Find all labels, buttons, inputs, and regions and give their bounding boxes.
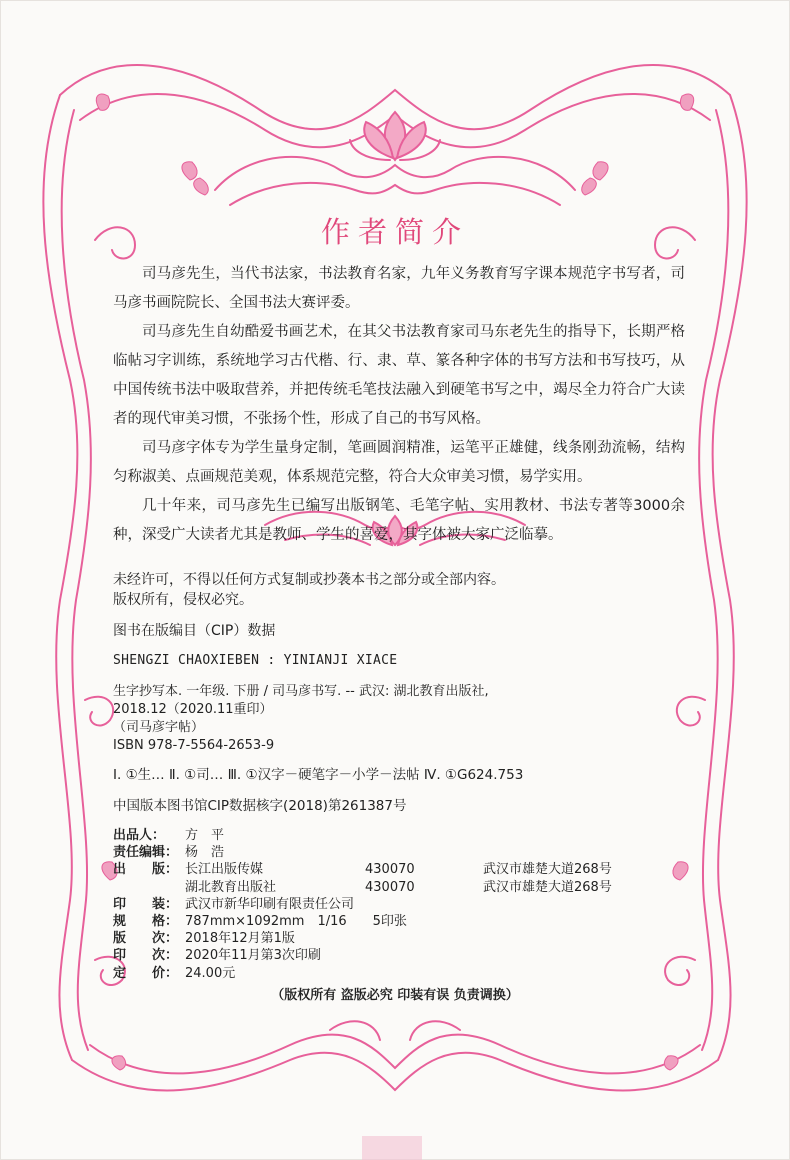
credit-value: 787mm×1092mm 1/16 5印张 [185,913,407,929]
cip-verification: 中国版本图书馆CIP数据核字(2018)第261387号 [113,798,407,814]
cip-pinyin-title: SHENGZI CHAOXIEBEN : YINIANJI XIACE [113,653,398,668]
credit-value: 武汉市新华印刷有限责任公司 [185,896,355,912]
credit-value: 2018年12月第1版 [185,931,295,947]
bio-paragraph: 几十年来，司马彦先生已编写出版钢笔、毛笔字帖、实用教材、书法专著等3000余种，深受广大读者尤其是教师、学生的喜爱，其字体被大家广泛临摹。 [113,498,685,543]
credit-value: 24.00元 [185,965,236,981]
credit-label: 规 格： [113,913,179,929]
credit-label: 出品人： [113,828,166,843]
bio-paragraph: 司马彦先生，当代书法家，书法教育名家，九年义务教育写字课本规范字书写者，司马彦书画院院长、全国书法大赛评委。 [113,266,685,311]
page-edge-tab [362,1136,422,1160]
credit-label: 出 版： [113,862,179,878]
credit-value: 2020年11月第3次印刷 [185,948,321,964]
publisher-zip: 430070 [365,879,415,895]
credit-label: 印 装： [113,896,179,912]
publisher-name: 长江出版传媒 [185,862,264,878]
copyright-line: 未经许可，不得以任何方式复制或抄袭本书之部分或全部内容。 [113,572,505,588]
copyright-notice [113,570,673,610]
bio-paragraph: 司马彦字体专为学生量身定制，笔画圆润精准，运笔平正雄健，线条刚劲流畅，结构匀称淑美、点画规范美观，体系规范完整，符合大众审美习惯，易学实用。 [113,440,685,485]
cip-line: 2018.12（2020.11重印） [113,702,273,717]
publisher-name: 湖北教育出版社 [185,879,277,895]
publisher-address: 武汉市雄楚大道268号 [483,879,612,895]
cip-line: （司马彦字帖） [113,720,205,735]
copyright-line: 版权所有，侵权必究。 [113,592,253,608]
cip-line: 生字抄写本. 一年级. 下册 / 司马彦书写. -- 武汉: 湖北教育出版社, [113,684,489,699]
author-bio [113,260,685,550]
credit-label: 定 价： [113,965,179,981]
cip-classification: Ⅰ. ①生… Ⅱ. ①司… Ⅲ. ①汉字－硬笔字－小学－法帖 Ⅳ. ①G624.753 [113,767,524,783]
cip-line: ISBN 978-7-5564-2653-9 [113,738,275,753]
credit-label: 版 次： [113,931,179,947]
page-title: 作者简介 [320,215,469,249]
publisher-address: 武汉市雄楚大道268号 [483,862,612,878]
credit-value: 方 平 [185,828,225,843]
credit-label: 印 次： [113,948,179,964]
credit-label: 责任编辑： [113,845,179,861]
bio-paragraph: 司马彦先生自幼酷爱书画艺术，在其父书法教育家司马东老先生的指导下，长期严格临帖习字训练，系统地学习古代楷、行、隶、草、篆各种字体的书写方法和书写技巧，从中国传统书法中吸取营养，并把传统毛笔技法融入到硬笔书写之中，竭尽全力符合广大读者的现代审美习惯，不张扬个性，形成了自己的书写风格。 [113,324,685,427]
cip-record [113,683,489,755]
credit-value: 杨 浩 [185,845,225,861]
rights-footer: （版权所有 盗版必究 印装有误 负责调换） [271,988,519,1003]
cip-heading: 图书在版编目（CIP）数据 [113,623,276,639]
publisher-zip: 430070 [365,862,415,878]
